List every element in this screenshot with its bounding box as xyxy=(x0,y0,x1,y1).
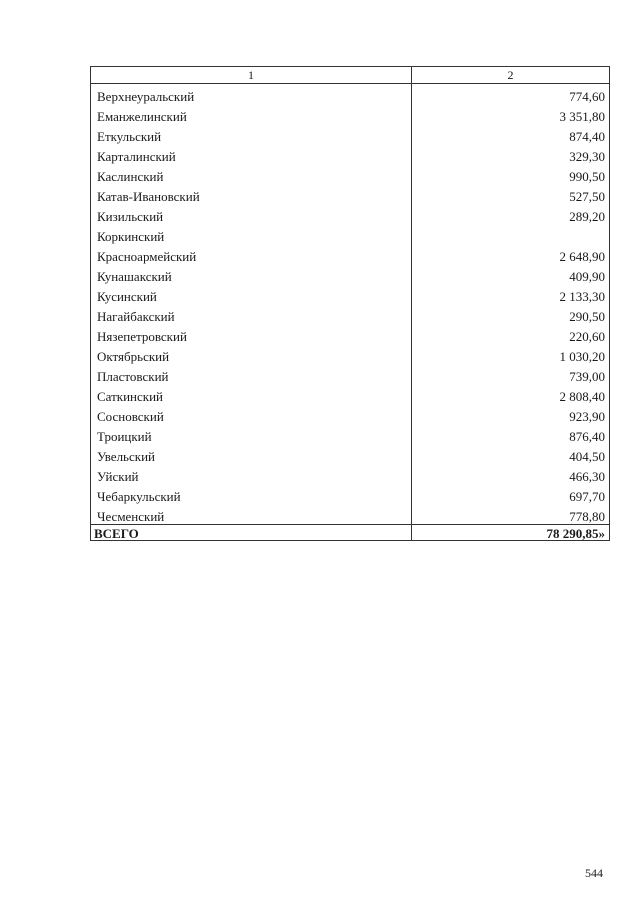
table-row xyxy=(91,464,610,484)
amount-cell: 409,90 xyxy=(412,264,610,284)
table-row xyxy=(91,244,610,264)
district-name-cell: Кизильский xyxy=(91,204,412,224)
table-row xyxy=(91,84,610,105)
column-header-1: 1 xyxy=(91,67,412,84)
table-row xyxy=(91,344,610,364)
district-name-cell: Еткульский xyxy=(91,124,412,144)
district-name-cell: Нязепетровский xyxy=(91,324,412,344)
amount-cell: 739,00 xyxy=(412,364,610,384)
district-name-cell: Октябрьский xyxy=(91,344,412,364)
amount-cell: 697,70 xyxy=(412,484,610,504)
table-row xyxy=(91,144,610,164)
district-name-cell: Уйский xyxy=(91,464,412,484)
table-row xyxy=(91,104,610,124)
table-row xyxy=(91,484,610,504)
district-name-cell: Красноармейский xyxy=(91,244,412,264)
district-name-cell: Карталинский xyxy=(91,144,412,164)
amount-cell: 3 351,80 xyxy=(412,104,610,124)
amount-cell: 466,30 xyxy=(412,464,610,484)
table-row xyxy=(91,164,610,184)
amount-cell: 876,40 xyxy=(412,424,610,444)
district-name-cell: Кунашакский xyxy=(91,264,412,284)
table-row xyxy=(91,264,610,284)
table-row xyxy=(91,284,610,304)
district-name-cell: Чесменский xyxy=(91,504,412,525)
district-name-cell: Каслинский xyxy=(91,164,412,184)
amount-cell: 404,50 xyxy=(412,444,610,464)
table-row xyxy=(91,204,610,224)
amount-cell: 874,40 xyxy=(412,124,610,144)
table-row xyxy=(91,444,610,464)
district-name-cell: Чебаркульский xyxy=(91,484,412,504)
page-number: 544 xyxy=(585,866,603,880)
table-row xyxy=(91,424,610,444)
district-name-cell: Сосновский xyxy=(91,404,412,424)
table-row xyxy=(91,324,610,344)
amount-cell: 527,50 xyxy=(412,184,610,204)
amount-cell: 778,80 xyxy=(412,504,610,525)
district-name-cell: Пластовский xyxy=(91,364,412,384)
district-name-cell: Верхнеуральский xyxy=(91,84,412,105)
table-row xyxy=(91,384,610,404)
district-name-cell: Кусинский xyxy=(91,284,412,304)
total-value: 78 290,85» xyxy=(412,525,610,541)
district-name-cell: Нагайбакский xyxy=(91,304,412,324)
amount-cell: 1 030,20 xyxy=(412,344,610,364)
amount-cell: 220,60 xyxy=(412,324,610,344)
total-row xyxy=(91,525,610,541)
table-row xyxy=(91,124,610,144)
district-name-cell: Троицкий xyxy=(91,424,412,444)
table-row xyxy=(91,224,610,244)
table-header-row xyxy=(91,67,610,84)
district-name-cell: Коркинский xyxy=(91,224,412,244)
district-name-cell: Еманжелинский xyxy=(91,104,412,124)
amount-cell: 990,50 xyxy=(412,164,610,184)
amount-cell: 2 648,90 xyxy=(412,244,610,264)
amount-cell: 923,90 xyxy=(412,404,610,424)
table-row xyxy=(91,184,610,204)
amount-cell: 774,60 xyxy=(412,84,610,105)
amount-cell xyxy=(412,224,610,244)
data-table xyxy=(90,66,610,541)
amount-cell: 2 808,40 xyxy=(412,384,610,404)
table-row xyxy=(91,364,610,384)
district-name-cell: Катав-Ивановский xyxy=(91,184,412,204)
district-name-cell: Саткинский xyxy=(91,384,412,404)
amount-cell: 2 133,30 xyxy=(412,284,610,304)
table-row xyxy=(91,304,610,324)
amount-cell: 289,20 xyxy=(412,204,610,224)
amount-cell: 290,50 xyxy=(412,304,610,324)
district-name-cell: Увельский xyxy=(91,444,412,464)
column-header-2: 2 xyxy=(412,67,610,84)
table-row xyxy=(91,404,610,424)
table-body xyxy=(91,84,610,541)
total-label: ВСЕГО xyxy=(91,525,412,541)
amount-cell: 329,30 xyxy=(412,144,610,164)
table-row xyxy=(91,504,610,525)
